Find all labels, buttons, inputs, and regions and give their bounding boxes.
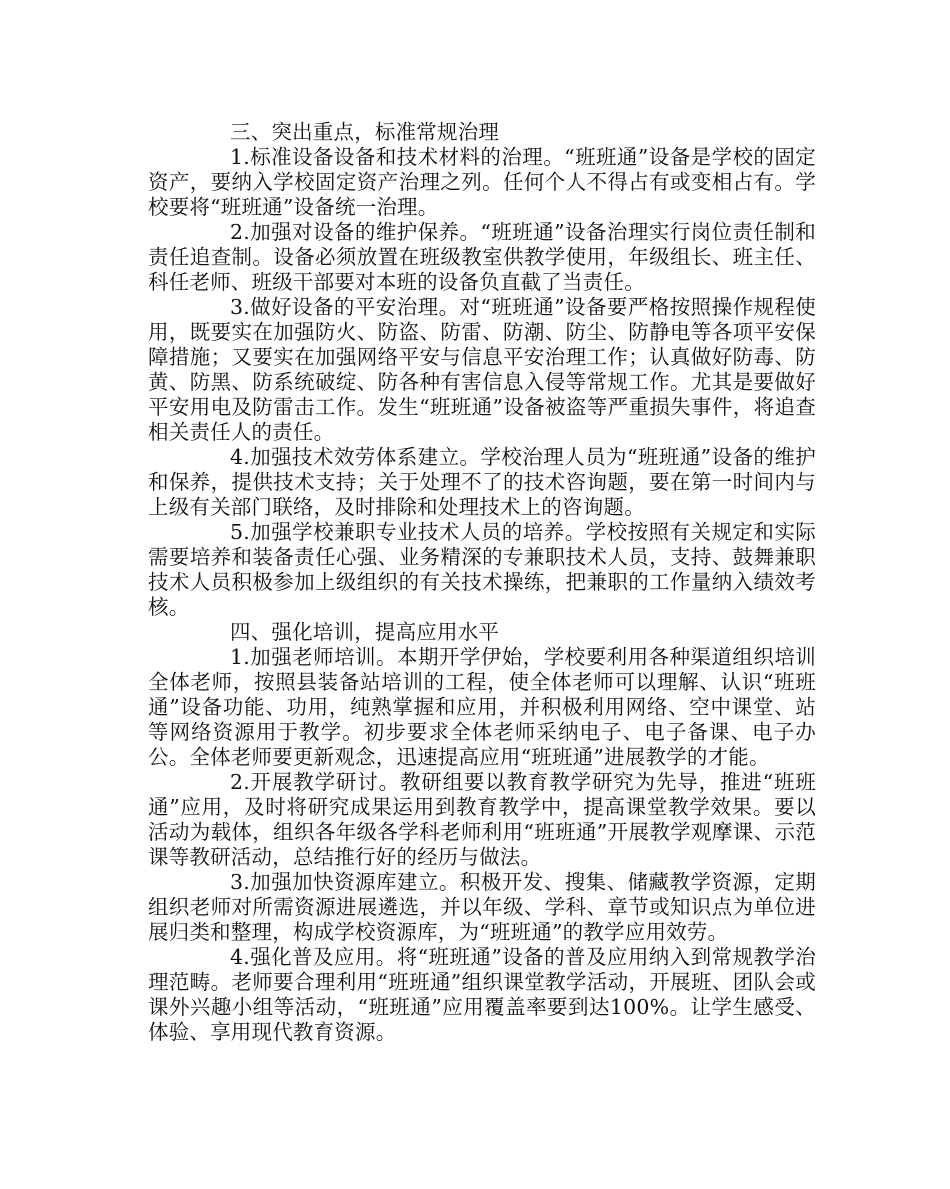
paragraph-3-3: 3.做好设备的平安治理。对“班班通”设备要严格按照操作规程使用，既要实在加强防火、防盗、防雷、防潮、防尘、防静电等各项平安保障措施；又要实在加强网络平安与信息平安治理工作；认真做好防毒、防黄、防黑、防系统破绽、防各种有害信息入侵等常规工作。尤其是要做好平安用电及防雷击工作。发生“班班通”设备被盗等严重损失事件，将追查相关责任人的责任。 [148, 295, 816, 444]
paragraph-4-3: 3.加强加快资源库建立。积极开发、搜集、储藏教学资源，定期组织老师对所需资源进展遴选，并以年级、学科、章节或知识点为单位进展归类和整理，构成学校资源库，为“班班通”的教学应用效劳。 [148, 870, 816, 944]
section-heading-4: 四、强化培训，提高应用水平 [230, 620, 500, 644]
paragraph-3-2: 2.加强对设备的维护保养。“班班通”设备治理实行岗位责任制和责任追查制。设备必须放置在班级教室供教学使用，年级组长、班主任、科任老师、班级干部要对本班的设备负直截了当责任。 [148, 220, 816, 294]
paragraph-3-4: 4.加强技术效劳体系建立。学校治理人员为“班班通”设备的维护和保养，提供技术支持；关于处理不了的技术咨询题，要在第一时间内与上级有关部门联络，及时排除和处理技术上的咨询题。 [148, 445, 816, 519]
paragraph-4-2: 2.开展教学研讨。教研组要以教育教学研究为先导，推进“班班通”应用，及时将研究成果运用到教育教学中，提高课堂教学效果。要以活动为载体，组织各年级各学科老师利用“班班通”开展教学观摩课、示范课等教研活动，总结推行好的经历与做法。 [148, 770, 816, 869]
section-heading-3: 三、突出重点，标准常规治理 [230, 120, 500, 144]
paragraph-4-1: 1.加强老师培训。本期开学伊始，学校要利用各种渠道组织培训全体老师，按照县装备站培训的工程，使全体老师可以理解、认识“班班通”设备功能、功用，纯熟掌握和应用，并积极利用网络、空中课堂、站等网络资源用于教学。初步要求全体老师采纳电子、电子备课、电子办公。全体老师要更新观念，迅速提高应用“班班通”进展教学的才能。 [148, 645, 816, 769]
paragraph-3-5: 5.加强学校兼职专业技术人员的培养。学校按照有关规定和实际需要培养和装备责任心强、业务精深的专兼职技术人员，支持、鼓舞兼职技术人员积极参加上级组织的有关技术操练，把兼职的工作量纳入绩效考核。 [148, 520, 816, 619]
paragraph-3-1: 1.标准设备设备和技术材料的治理。“班班通”设备是学校的固定资产，要纳入学校固定资产治理之列。任何个人不得占有或变相占有。学校要将“班班通”设备统一治理。 [148, 145, 816, 219]
paragraph-4-4: 4.强化普及应用。将“班班通”设备的普及应用纳入到常规教学治理范畴。老师要合理利用“班班通”组织课堂教学活动，开展班、团队会或课外兴趣小组等活动，“班班通”应用覆盖率要到达100%。让学生感受、体验、享用现代教育资源。 [148, 945, 816, 1044]
document-body [148, 120, 816, 1045]
